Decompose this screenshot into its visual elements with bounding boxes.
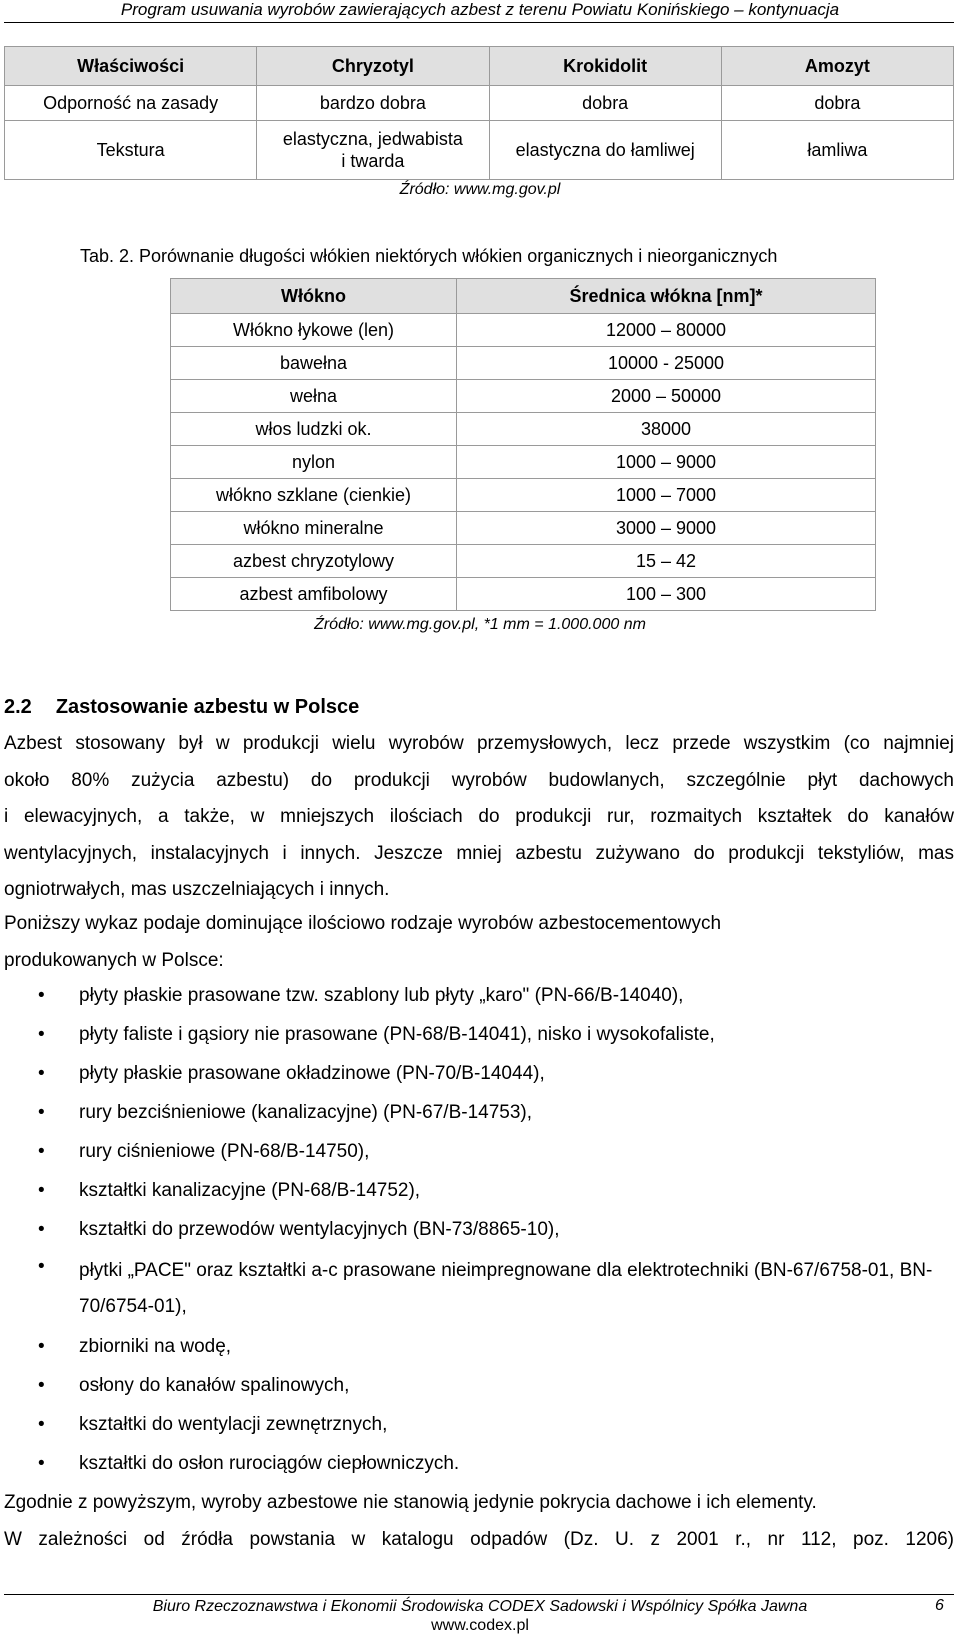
paragraph-line: ogniotrwałych, mas uszczelniających i innych.: [4, 879, 390, 900]
table-cell: azbest chryzotylowy: [171, 545, 457, 578]
footer-organization: Biuro Rzeczoznawstwa i Ekonomii Środowiska CODEX Sadowski i Wspólnicy Spółka Jawna: [152, 1598, 808, 1615]
column-header: Krokidolit: [489, 47, 721, 86]
table-cell: 38000: [457, 413, 876, 446]
page-header: Program usuwania wyrobów zawierających azbest z terenu Powiatu Konińskiego – kontynuacja: [120, 0, 840, 19]
table2-source: Źródło: www.mg.gov.pl, *1 mm = 1.000.000 nm: [314, 616, 646, 633]
table2-caption: Tab. 2. Porównanie długości włókien niektórych włókien organicznych i nieorganicznych: [80, 246, 778, 266]
table1-source: Źródło: www.mg.gov.pl: [399, 181, 561, 198]
list-item: • płyty płaskie prasowane okładzinowe (PN-70/B-14044),: [0, 1054, 960, 1093]
table-row: [171, 512, 876, 545]
column-header: Chryzotyl: [257, 47, 489, 86]
paragraph-line: produkowanych w Polsce:: [4, 949, 224, 971]
table-cell: Odporność na zasady: [5, 86, 257, 121]
table-cell: 15 – 42: [457, 545, 876, 578]
table-cell: wełna: [171, 380, 457, 413]
table-cell: elastyczna do łamliwej: [489, 121, 721, 180]
header-divider: [4, 22, 954, 23]
table-row: [171, 479, 876, 512]
table-row: [171, 380, 876, 413]
paragraph-line: Poniższy wykaz podaje dominujące ilościowo rodzaje wyrobów azbestocementowych: [4, 913, 722, 934]
table-cell: bardzo dobra: [257, 86, 489, 121]
column-header: Właściwości: [5, 47, 257, 86]
paragraph: [4, 906, 954, 979]
table-row: [171, 413, 876, 446]
table-row: [5, 121, 954, 180]
table-row: [171, 545, 876, 578]
paragraph-line: W zależności od źródła powstania w katalogu odpadów (Dz. U. z 2001 r., nr 112, poz. 1206): [4, 1528, 954, 1550]
product-list: [0, 976, 960, 1483]
table-row: [171, 578, 876, 611]
table-cell: 1000 – 7000: [457, 479, 876, 512]
paragraph-line: Azbest stosowany był w produkcji wielu wyrobów przemysłowych, lecz przede wszystkim (co najmniej: [4, 733, 954, 754]
paragraph-line: wentylacyjnych, instalacyjnych i innych. Jeszcze mniej azbestu zużywano do produkcji tekstyliów, mas: [4, 842, 954, 864]
table-cell: azbest amfibolowy: [171, 578, 457, 611]
table-cell: 2000 – 50000: [457, 380, 876, 413]
cell-line: elastyczna, jedwabista: [282, 129, 463, 149]
table-cell: Włókno łykowe (len): [171, 314, 457, 347]
fiber-table-body: [171, 314, 876, 611]
list-item: • kształtki do przewodów wentylacyjnych (BN-73/8865-10),: [0, 1210, 960, 1249]
table-cell: dobra: [489, 86, 721, 121]
column-header: Amozyt: [721, 47, 953, 86]
table-cell: bawełna: [171, 347, 457, 380]
list-item: • płytki „PACE" oraz kształtki a-c prasowane nieimpregnowane dla elektrotechniki (BN-67/6758-01, BN-70/6754-01),: [0, 1249, 960, 1327]
cell-line: i twarda: [341, 151, 405, 171]
column-header: Włókno: [171, 279, 457, 314]
paragraph: [4, 1485, 954, 1558]
table-cell: 10000 - 25000: [457, 347, 876, 380]
table-row: [5, 86, 954, 121]
table-cell: włos ludzki ok.: [171, 413, 457, 446]
properties-table: [4, 46, 954, 180]
section-heading: [4, 696, 359, 719]
paragraph-line: i elewacyjnych, a także, w mniejszych ilościach do produkcji rur, rozmaitych kształtek do kanałów: [4, 806, 954, 827]
page-number: 6: [935, 1597, 944, 1614]
table-cell: dobra: [721, 86, 953, 121]
table-cell: 12000 – 80000: [457, 314, 876, 347]
footer-divider: [4, 1594, 954, 1595]
table-header-row: [171, 279, 876, 314]
table-row: [171, 347, 876, 380]
list-item: • rury bezciśnieniowe (kanalizacyjne) (PN-67/B-14753),: [0, 1093, 960, 1132]
list-item: • kształtki kanalizacyjne (PN-68/B-14752),: [0, 1171, 960, 1210]
table-cell: Tekstura: [5, 121, 257, 180]
paragraph-line: około 80% zużycia azbestu) do produkcji wyrobów budowlanych, szczególnie płyt dachowych: [4, 769, 954, 791]
list-item: • zbiorniki na wodę,: [0, 1327, 960, 1366]
table-cell: 100 – 300: [457, 578, 876, 611]
list-item: • płyty płaskie prasowane tzw. szablony lub płyty „karo" (PN-66/B-14040),: [0, 976, 960, 1015]
footer-url: www.codex.pl: [431, 1617, 529, 1634]
column-header: Średnica włókna [nm]*: [457, 279, 876, 314]
paragraph-line: Zgodnie z powyższym, wyroby azbestowe nie stanowią jedynie pokrycia dachowe i ich elementy.: [4, 1492, 817, 1513]
table-cell: nylon: [171, 446, 457, 479]
list-item: • płyty faliste i gąsiory nie prasowane (PN-68/B-14041), nisko i wysokofaliste,: [0, 1015, 960, 1054]
table-cell: 3000 – 9000: [457, 512, 876, 545]
paragraph: [4, 726, 954, 909]
table-row: [171, 446, 876, 479]
table-cell: 1000 – 9000: [457, 446, 876, 479]
table-cell: [257, 121, 489, 180]
table-cell: włókno szklane (cienkie): [171, 479, 457, 512]
list-item: • kształtki do wentylacji zewnętrznych,: [0, 1405, 960, 1444]
list-item: • osłony do kanałów spalinowych,: [0, 1366, 960, 1405]
list-item: • rury ciśnieniowe (PN-68/B-14750),: [0, 1132, 960, 1171]
fiber-table: [170, 278, 876, 611]
section-title: Zastosowanie azbestu w Polsce: [55, 696, 360, 718]
table-cell: łamliwa: [721, 121, 953, 180]
section-number: 2.2: [4, 696, 32, 718]
table-header-row: [5, 47, 954, 86]
list-item: • kształtki do osłon rurociągów ciepłowniczych.: [0, 1444, 960, 1483]
table-row: [171, 314, 876, 347]
table-cell: włókno mineralne: [171, 512, 457, 545]
